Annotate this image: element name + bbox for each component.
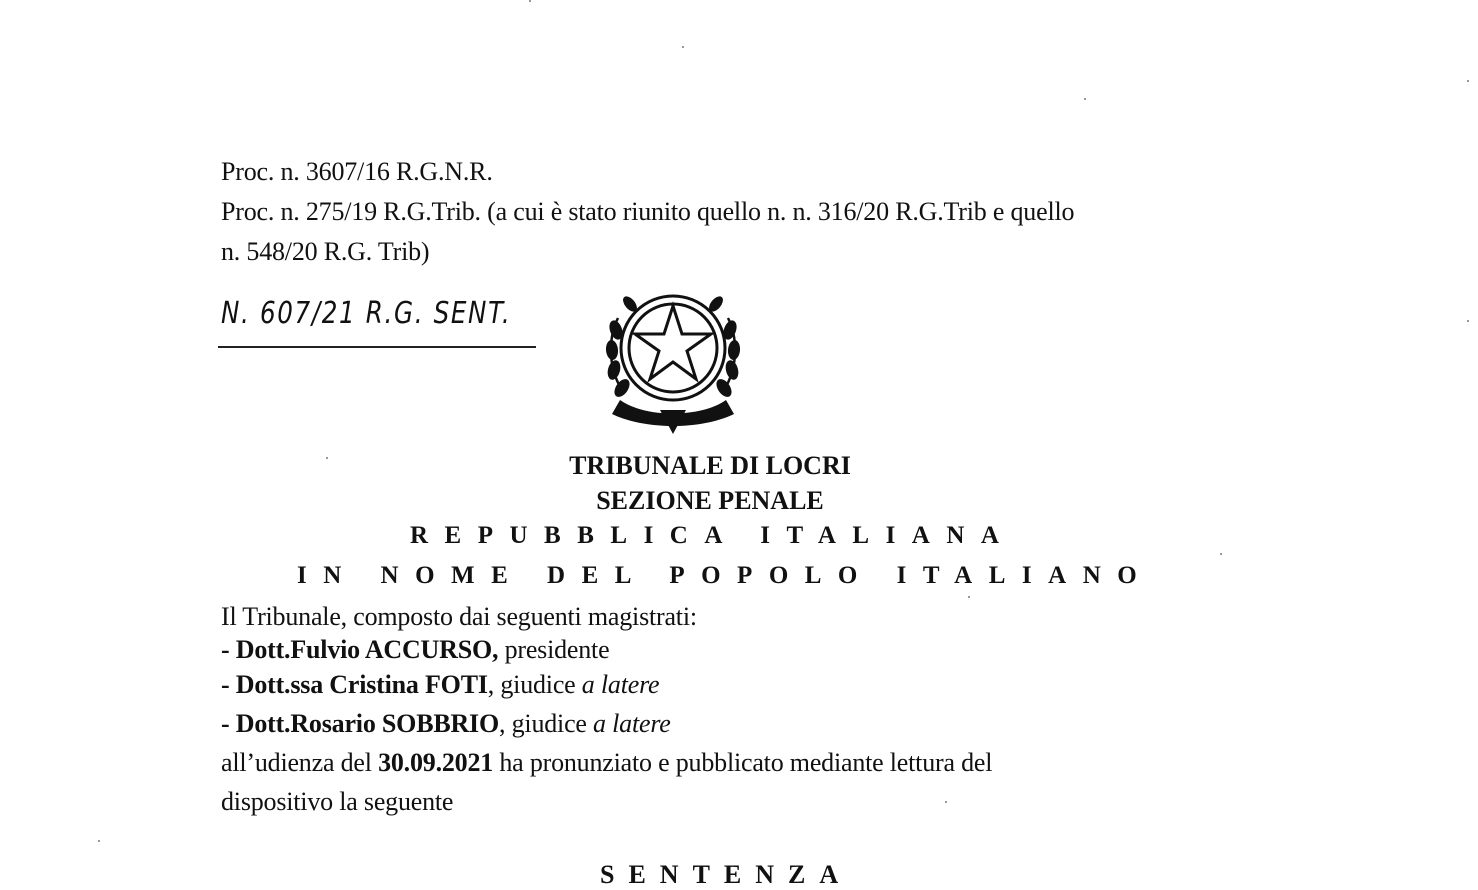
scan-speck bbox=[1467, 80, 1469, 82]
hearing-text-post: ha pronunziato e pubblicato mediante lettura del bbox=[493, 748, 993, 777]
hearing-line bbox=[221, 747, 992, 779]
republic-heading: REPUBBLICA ITALIANA bbox=[410, 522, 1016, 549]
proc-line-2: Proc. n. 275/19 R.G.Trib. (a cui è stato riunito quello n. n. 316/20 R.G.Trib e quello bbox=[221, 197, 1075, 226]
scan-speck bbox=[1467, 320, 1469, 322]
judge-row bbox=[221, 669, 659, 701]
judge-role-italic: a latere bbox=[581, 670, 660, 699]
judge-prefix: - bbox=[221, 709, 236, 738]
court-section: SEZIONE PENALE bbox=[596, 486, 824, 515]
judge-prefix: - bbox=[221, 670, 236, 699]
judge-role: , giudice bbox=[487, 670, 582, 699]
hearing-text-pre: all’udienza del bbox=[221, 748, 379, 777]
hearing-line-2: dispositivo la seguente bbox=[221, 787, 454, 816]
judge-name: Dott.Rosario SOBBRIO bbox=[235, 709, 500, 738]
handwritten-underline bbox=[218, 346, 536, 348]
judge-role: , giudice bbox=[499, 709, 594, 738]
in-name-heading: IN NOME DEL POPOLO ITALIANO bbox=[297, 562, 1154, 589]
judge-prefix: - bbox=[221, 635, 236, 664]
scan-speck bbox=[1084, 98, 1086, 100]
intro-line: Il Tribunale, composto dai seguenti magistrati: bbox=[221, 602, 697, 631]
hearing-date: 30.09.2021 bbox=[378, 748, 494, 777]
scan-speck bbox=[1220, 553, 1222, 555]
handwritten-sentence-number: N. 607/21 R.G. SENT. bbox=[221, 296, 512, 331]
scan-speck bbox=[529, 0, 531, 2]
judge-role-italic: a latere bbox=[593, 709, 671, 738]
partial-heading: SENTENZA bbox=[600, 860, 853, 889]
judge-name: Dott.Fulvio ACCURSO, bbox=[235, 635, 499, 664]
scan-speck bbox=[968, 596, 970, 598]
italian-republic-emblem-icon bbox=[600, 278, 746, 436]
judge-name: Dott.ssa Cristina FOTI bbox=[235, 670, 488, 699]
proc-line-3: n. 548/20 R.G. Trib) bbox=[221, 237, 430, 266]
scan-speck bbox=[945, 801, 947, 803]
scan-speck bbox=[682, 46, 684, 48]
judge-role: presidente bbox=[498, 635, 610, 664]
judge-row bbox=[221, 708, 671, 740]
proc-line-1: Proc. n. 3607/16 R.G.N.R. bbox=[221, 157, 493, 186]
judge-row bbox=[221, 634, 609, 666]
scan-speck bbox=[98, 840, 100, 842]
court-name: TRIBUNALE DI LOCRI bbox=[569, 451, 851, 480]
scan-speck bbox=[326, 457, 328, 459]
